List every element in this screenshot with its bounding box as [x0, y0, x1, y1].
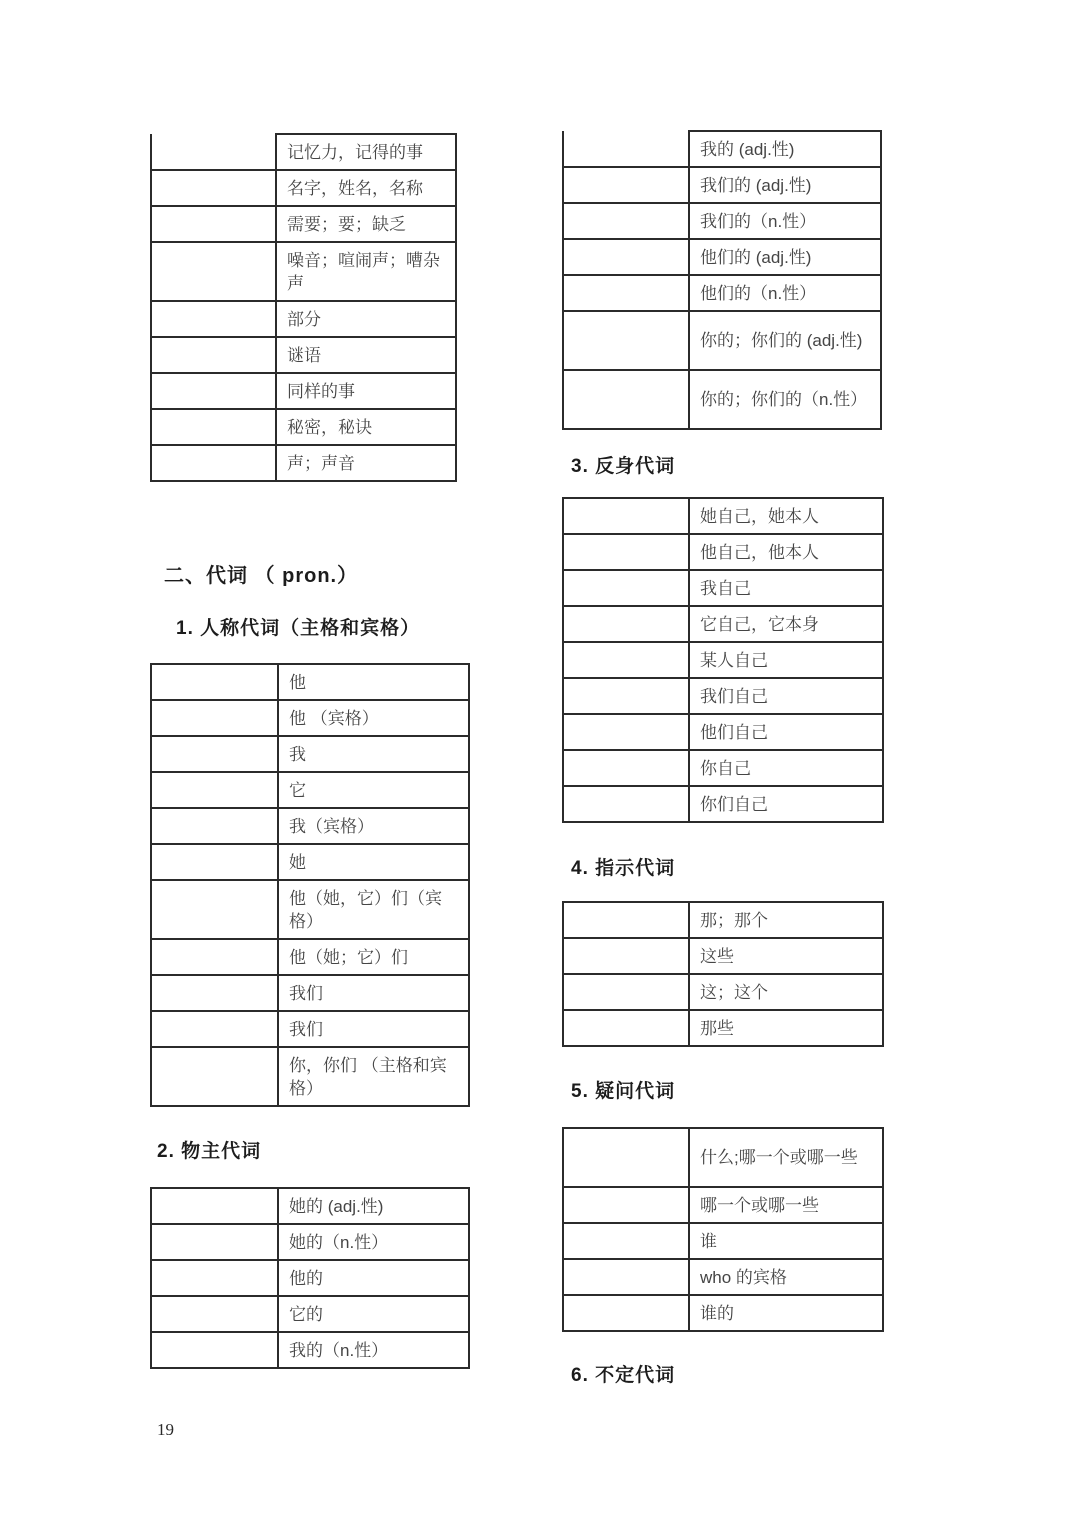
definition-cell: 你的；你们的（n.性） [689, 370, 881, 429]
definition-cell: 我的（n.性） [278, 1332, 469, 1368]
answer-blank-cell [151, 808, 278, 844]
table-row [151, 1188, 469, 1224]
definition-cell: 谜语 [276, 337, 456, 373]
answer-blank-cell [563, 498, 689, 534]
table-row [563, 167, 881, 203]
answer-blank-cell [151, 939, 278, 975]
definition-cell: 我（宾格） [278, 808, 469, 844]
table-row [563, 203, 881, 239]
possessive-pronouns-table [150, 1187, 470, 1369]
table-row [563, 750, 883, 786]
table-row [151, 170, 456, 206]
answer-blank-cell [563, 1187, 689, 1223]
answer-blank-cell [151, 700, 278, 736]
answer-blank-cell [151, 1011, 278, 1047]
definition-cell: 部分 [276, 301, 456, 337]
definition-cell: 她 [278, 844, 469, 880]
table-row [563, 311, 881, 370]
definition-cell: 他们的（n.性） [689, 275, 881, 311]
answer-blank-cell [151, 206, 276, 242]
definition-cell: 哪一个或哪一些 [689, 1187, 883, 1223]
definition-cell: 我们的 (adj.性) [689, 167, 881, 203]
table-row [563, 1295, 883, 1331]
definition-cell: 谁的 [689, 1295, 883, 1331]
heading-interrogative-pronouns: 5. 疑问代词 [571, 1081, 676, 1102]
heading-demonstrative-pronouns: 4. 指示代词 [571, 858, 676, 879]
table-row [563, 786, 883, 822]
definition-cell: 那些 [689, 1010, 883, 1046]
table-row [563, 642, 883, 678]
answer-blank-cell [563, 786, 689, 822]
answer-blank-cell [151, 772, 278, 808]
table-row [151, 1047, 469, 1106]
definition-cell: 你们自己 [689, 786, 883, 822]
answer-blank-cell [151, 170, 276, 206]
definition-cell: 记忆力，记得的事 [276, 134, 456, 170]
answer-blank-cell [563, 902, 689, 938]
definition-cell: 我们 [278, 1011, 469, 1047]
definition-cell: 他自己，他本人 [689, 534, 883, 570]
table-row [563, 974, 883, 1010]
table-row [151, 808, 469, 844]
answer-blank-cell [563, 167, 689, 203]
table-row [151, 1011, 469, 1047]
table-row [151, 134, 456, 170]
definition-cell: 她的 (adj.性) [278, 1188, 469, 1224]
answer-blank-cell [563, 642, 689, 678]
answer-blank-cell [563, 1259, 689, 1295]
heading-part2-pronouns: 二、代词 （ pron.） [164, 565, 359, 587]
answer-blank-cell [563, 974, 689, 1010]
answer-blank-cell [563, 1295, 689, 1331]
table-row [151, 664, 469, 700]
definition-cell: 他 （宾格） [278, 700, 469, 736]
definition-cell: 我们的（n.性） [689, 203, 881, 239]
answer-blank-cell [151, 1260, 278, 1296]
table-row [563, 570, 883, 606]
definition-cell: 我自己 [689, 570, 883, 606]
heading-reflexive-pronouns: 3. 反身代词 [571, 456, 676, 477]
definition-cell: 这些 [689, 938, 883, 974]
answer-blank-cell [151, 844, 278, 880]
personal-pronouns-table [150, 663, 470, 1107]
definition-cell: 他们自己 [689, 714, 883, 750]
answer-blank-cell [151, 373, 276, 409]
table-row [151, 445, 456, 481]
definition-cell: 需要；要；缺乏 [276, 206, 456, 242]
table-row [563, 498, 883, 534]
page-number: 19 [157, 1420, 174, 1439]
heading-indefinite-pronouns: 6. 不定代词 [571, 1365, 676, 1386]
definition-cell: 他的 [278, 1260, 469, 1296]
definition-cell: 噪音；喧闹声；嘈杂声 [276, 242, 456, 301]
table-row [151, 1332, 469, 1368]
answer-blank-cell [563, 678, 689, 714]
answer-blank-cell [151, 1224, 278, 1260]
answer-blank-cell [151, 664, 278, 700]
table-row [151, 700, 469, 736]
definition-cell: 秘密，秘诀 [276, 409, 456, 445]
answer-blank-cell [563, 534, 689, 570]
definition-cell: 什么;哪一个或哪一些 [689, 1128, 883, 1187]
table-row [563, 534, 883, 570]
heading-possessive-pronouns: 2. 物主代词 [157, 1141, 262, 1162]
definition-cell: 我的 (adj.性) [689, 131, 881, 167]
definition-cell: 那；那个 [689, 902, 883, 938]
definition-cell: 他（她；它）们 [278, 939, 469, 975]
demonstrative-pronouns-table [562, 901, 884, 1047]
answer-blank-cell [563, 1128, 689, 1187]
table-row [563, 1010, 883, 1046]
answer-blank-cell [151, 409, 276, 445]
answer-blank-cell [563, 1010, 689, 1046]
table-row [151, 844, 469, 880]
answer-blank-cell [563, 750, 689, 786]
definition-cell: 她自己，她本人 [689, 498, 883, 534]
definition-cell: 它 [278, 772, 469, 808]
table-row [151, 939, 469, 975]
table-row [563, 938, 883, 974]
definition-cell: 我们自己 [689, 678, 883, 714]
table-row [563, 714, 883, 750]
definition-cell: 你自己 [689, 750, 883, 786]
table-row [151, 1296, 469, 1332]
table-row [563, 1223, 883, 1259]
definition-cell: 你的；你们的 (adj.性) [689, 311, 881, 370]
table-row [151, 373, 456, 409]
definition-cell: 她的（n.性） [278, 1224, 469, 1260]
table-row [563, 678, 883, 714]
definition-cell: 你，你们 （主格和宾格） [278, 1047, 469, 1106]
answer-blank-cell [563, 275, 689, 311]
table-row [151, 409, 456, 445]
table-row [151, 736, 469, 772]
table-row [151, 1260, 469, 1296]
answer-blank-cell [563, 606, 689, 642]
answer-blank-cell [151, 880, 278, 939]
answer-blank-cell [563, 938, 689, 974]
table-row [563, 239, 881, 275]
heading-personal-pronouns: 1. 人称代词（主格和宾格） [176, 618, 421, 639]
definition-cell: 他（她，它）们（宾格） [278, 880, 469, 939]
definition-cell: 他 [278, 664, 469, 700]
table-row [151, 772, 469, 808]
table-row [563, 1187, 883, 1223]
answer-blank-cell [563, 239, 689, 275]
table-row [563, 275, 881, 311]
definition-cell: 同样的事 [276, 373, 456, 409]
answer-blank-cell [151, 242, 276, 301]
interrogative-pronouns-table [562, 1127, 884, 1332]
definition-cell: 我 [278, 736, 469, 772]
definition-cell: 谁 [689, 1223, 883, 1259]
answer-blank-cell [563, 311, 689, 370]
table-row [151, 1224, 469, 1260]
table-row [151, 880, 469, 939]
answer-blank-cell [151, 1296, 278, 1332]
definition-cell: 我们 [278, 975, 469, 1011]
definition-cell: 它的 [278, 1296, 469, 1332]
definition-cell: 这；这个 [689, 974, 883, 1010]
answer-blank-cell [563, 1223, 689, 1259]
noun-definitions-table-continued [150, 133, 457, 482]
answer-blank-cell [151, 134, 276, 170]
answer-blank-cell [563, 570, 689, 606]
answer-blank-cell [563, 714, 689, 750]
answer-blank-cell [151, 301, 276, 337]
definition-cell: who 的宾格 [689, 1259, 883, 1295]
answer-blank-cell [151, 1188, 278, 1224]
table-row [563, 606, 883, 642]
table-row [151, 206, 456, 242]
table-row [151, 242, 456, 301]
answer-blank-cell [563, 203, 689, 239]
answer-blank-cell [151, 445, 276, 481]
definition-cell: 它自己，它本身 [689, 606, 883, 642]
table-row [563, 1259, 883, 1295]
definition-cell: 声；声音 [276, 445, 456, 481]
definition-cell: 他们的 (adj.性) [689, 239, 881, 275]
table-row [563, 902, 883, 938]
answer-blank-cell [151, 975, 278, 1011]
possessive-pronouns-table-continued [562, 130, 882, 430]
table-row [151, 975, 469, 1011]
definition-cell: 名字，姓名，名称 [276, 170, 456, 206]
answer-blank-cell [563, 370, 689, 429]
answer-blank-cell [151, 736, 278, 772]
reflexive-pronouns-table [562, 497, 884, 823]
table-row [151, 337, 456, 373]
table-row [563, 131, 881, 167]
table-row [563, 370, 881, 429]
answer-blank-cell [151, 1332, 278, 1368]
definition-cell: 某人自己 [689, 642, 883, 678]
answer-blank-cell [563, 131, 689, 167]
table-row [151, 301, 456, 337]
answer-blank-cell [151, 1047, 278, 1106]
answer-blank-cell [151, 337, 276, 373]
table-row [563, 1128, 883, 1187]
